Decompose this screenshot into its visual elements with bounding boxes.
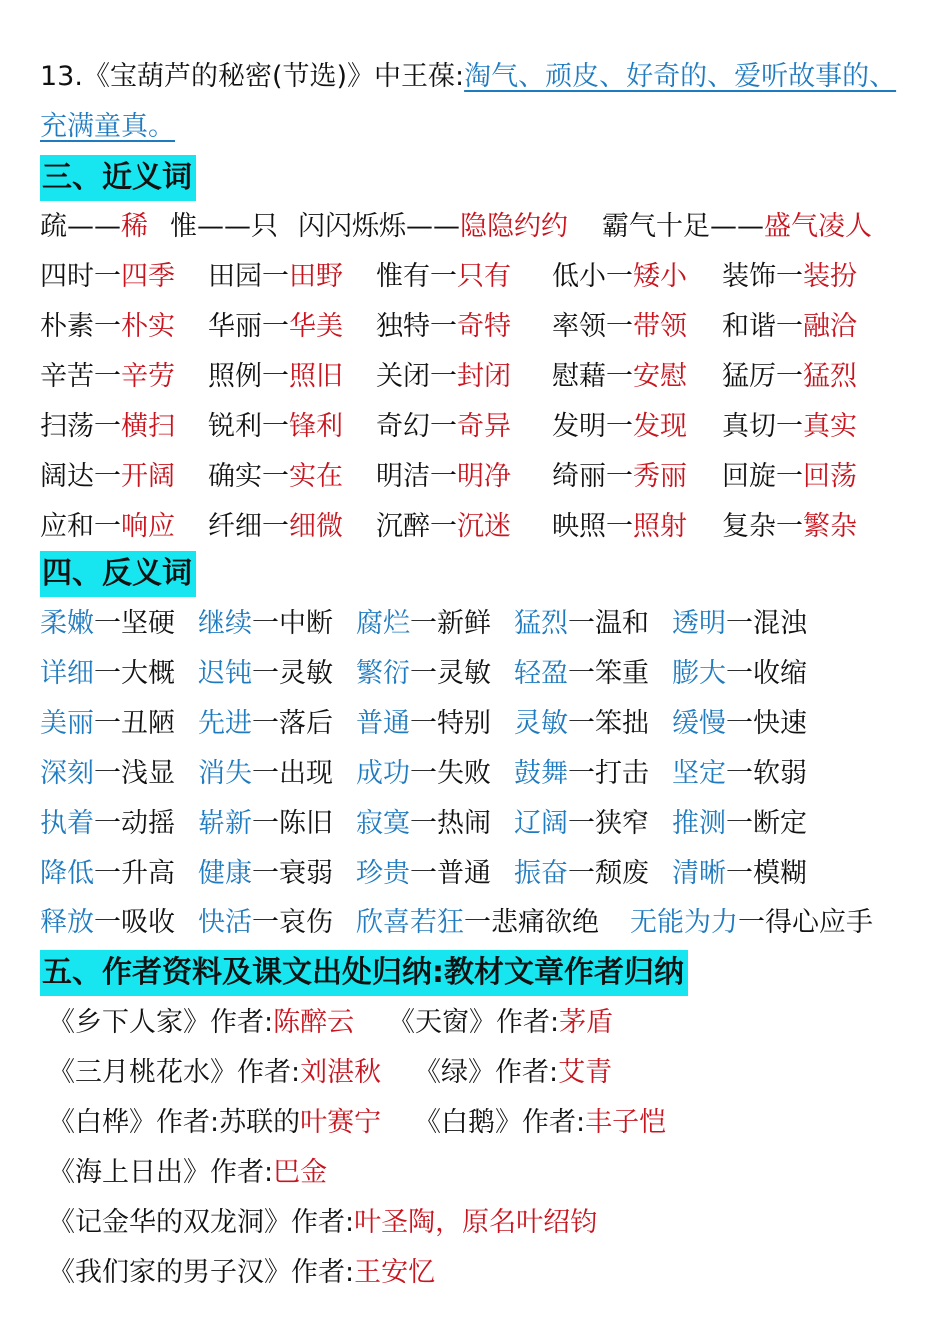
antonym-pair [40,857,175,891]
synonym-answer: 照射 [633,511,687,542]
synonym-word: 朴素一 [40,311,121,342]
antonym-answer: 一得心应手 [738,907,873,938]
antonym-answer: 一衰弱 [252,858,333,889]
synonym-answer: 猛烈 [803,361,857,392]
author-entry [414,1056,612,1090]
synonym-pair [40,460,175,494]
synonym-answer: 回荡 [803,461,857,492]
synonym-answer: 秀丽 [633,461,687,492]
work-title: 《三月桃花水》作者: [48,1057,301,1088]
author-entry [388,1006,613,1040]
synonym-word: 映照一 [552,511,633,542]
antonym-word: 珍贵 [356,858,410,889]
author-name: 陈醉云 [273,1007,355,1038]
antonym-word: 欣喜若狂 [356,907,464,938]
antonym-word: 猛烈 [514,608,568,639]
author-entry [48,1256,435,1290]
synonym-answer: 盛气凌人 [764,211,872,242]
antonym-word: 先进 [198,708,252,739]
author-name: 王安忆 [354,1257,436,1288]
synonym-word: 阔达一 [40,461,121,492]
antonym-pair [356,757,491,791]
author-name: 茅盾 [559,1007,614,1038]
synonym-pair [722,310,857,344]
antonym-word: 普通 [356,708,410,739]
antonym-pair [514,807,649,841]
antonym-pair [672,657,807,691]
antonym-pair [356,607,491,641]
antonym-pair [630,906,873,940]
synonym-answer: 奇特 [457,311,511,342]
synonym-answer: 朴实 [121,311,175,342]
antonym-word: 繁衍 [356,658,410,689]
antonym-answer: 一打击 [568,758,649,789]
synonym-pair [552,460,687,494]
author-name: 巴金 [273,1157,328,1188]
antonym-pair [514,657,649,691]
antonym-word: 寂寞 [356,808,410,839]
synonym-pair [722,260,857,294]
antonym-answer: 一落后 [252,708,333,739]
synonym-word: 低小一 [552,261,633,292]
synonym-word: 惟有一 [376,261,457,292]
antonym-answer: 一大概 [94,658,175,689]
antonym-pair [198,607,333,641]
synonym-word: 率领一 [552,311,633,342]
antonym-pair [672,807,807,841]
antonym-pair [514,607,649,641]
synonym-pair [208,410,343,444]
antonym-pair [198,807,333,841]
antonym-pair [356,707,491,741]
synonym-answer: 装扮 [803,261,857,292]
synonym-pair [552,360,687,394]
synonym-pair [208,310,343,344]
antonym-answer: 一失败 [410,758,491,789]
synonym-pair [376,360,511,394]
synonym-word: 绮丽一 [552,461,633,492]
antonym-answer: 一软弱 [726,758,807,789]
synonym-word: 慰藉一 [552,361,633,392]
antonym-word: 释放 [40,907,94,938]
antonym-answer: 一颓废 [568,858,649,889]
antonym-answer: 一坚硬 [94,608,175,639]
synonym-answer: 沉迷 [457,511,511,542]
synonym-word: 纤细一 [208,511,289,542]
synonym-pair [552,410,687,444]
antonym-answer: 一断定 [726,808,807,839]
antonym-pair [514,707,649,741]
synonym-pair [722,510,857,544]
antonym-word: 健康 [198,858,252,889]
synonym-word: 照例一 [208,361,289,392]
antonym-pair [198,757,333,791]
synonym-word: 复杂一 [722,511,803,542]
author-name: 丰子恺 [585,1107,667,1138]
work-title: 《乡下人家》作者: [48,1007,274,1038]
antonym-word: 腐烂 [356,608,410,639]
section-heading-antonyms: 四、反义词 [40,551,196,597]
antonym-word: 无能为力 [630,907,738,938]
synonym-answer: 明净 [457,461,511,492]
synonym-word: 猛厉一 [722,361,803,392]
antonym-pair [356,857,491,891]
work-title: 《记金华的双龙洞》作者: [48,1207,355,1238]
author-entry [48,1106,381,1140]
antonym-pair [40,807,175,841]
work-title: 《白桦》作者:苏联的 [48,1107,301,1138]
antonym-answer: 一灵敏 [252,658,333,689]
work-title: 《天窗》作者: [388,1007,560,1038]
synonym-word: 辛苦一 [40,361,121,392]
author-name: 叶赛宁 [300,1107,382,1138]
synonym-pair [552,510,687,544]
author-name: 刘湛秋 [300,1057,382,1088]
antonym-pair [672,607,807,641]
synonym-word: 发明一 [552,411,633,442]
synonym-answer: 横扫 [121,411,175,442]
synonym-word: 独特一 [376,311,457,342]
antonym-word: 膨大 [672,658,726,689]
antonym-word: 消失 [198,758,252,789]
intro-line-2 [40,110,175,144]
synonym-word: 真切一 [722,411,803,442]
synonym-word: 华丽一 [208,311,289,342]
synonym-answer: 发现 [633,411,687,442]
synonym-pair [722,360,857,394]
synonym-word: 四时一 [40,261,121,292]
synonym-word: 确实一 [208,461,289,492]
synonym-word: 锐利一 [208,411,289,442]
antonym-pair [672,707,807,741]
synonym-pair [40,410,175,444]
author-name: 艾青 [558,1057,613,1088]
synonym-pair [602,210,872,244]
antonym-word: 执着 [40,808,94,839]
intro-prefix: 13.《宝葫芦的秘密(节选)》中王葆: [40,61,465,92]
antonym-answer: 一出现 [252,758,333,789]
antonym-word: 降低 [40,858,94,889]
synonym-pair [376,510,511,544]
synonym-answer: 辛劳 [121,361,175,392]
antonym-pair [40,607,175,641]
synonym-pair [552,260,687,294]
synonym-pair [40,510,175,544]
antonym-pair [672,857,807,891]
synonym-word: 装饰一 [722,261,803,292]
antonym-word: 成功 [356,758,410,789]
synonym-word: 应和一 [40,511,121,542]
section-heading-synonyms: 三、近义词 [40,155,196,201]
antonym-word: 缓慢 [672,708,726,739]
synonym-answer: 封闭 [457,361,511,392]
antonym-answer: 一热闹 [410,808,491,839]
synonym-answer: 响应 [121,511,175,542]
antonym-answer: 一陈旧 [252,808,333,839]
antonym-pair [514,757,649,791]
synonym-word: 和谐一 [722,311,803,342]
antonym-word: 鼓舞 [514,758,568,789]
antonym-word: 详细 [40,658,94,689]
antonym-answer: 一混浊 [726,608,807,639]
antonym-pair [356,906,599,940]
antonym-word: 轻盈 [514,658,568,689]
synonym-word: 明洁一 [376,461,457,492]
synonym-answer: 华美 [289,311,343,342]
synonym-word: 关闭一 [376,361,457,392]
antonym-word: 清晰 [672,858,726,889]
synonym-pair [40,310,175,344]
work-title: 《绿》作者: [414,1057,559,1088]
synonym-pair [40,210,148,244]
antonym-word: 坚定 [672,758,726,789]
antonym-answer: 一收缩 [726,658,807,689]
antonym-word: 灵敏 [514,708,568,739]
section-heading-authors: 五、作者资料及课文出处归纳:教材文章作者归纳 [40,950,688,996]
antonym-answer: 一笨重 [568,658,649,689]
synonym-pair [208,510,343,544]
synonym-word: 疏—— [40,211,121,242]
antonym-answer: 一升高 [94,858,175,889]
synonym-pair [376,410,511,444]
synonym-word: 霸气十足—— [602,211,764,242]
synonym-pair [376,310,511,344]
synonym-pair [40,260,175,294]
antonym-word: 迟钝 [198,658,252,689]
synonym-word: 田园一 [208,261,289,292]
intro-answer-2: 充满童真。 [40,111,175,142]
antonym-answer: 一浅显 [94,758,175,789]
antonym-word: 美丽 [40,708,94,739]
synonym-pair [376,260,511,294]
author-entry [48,1206,597,1240]
antonym-answer: 一吸收 [94,907,175,938]
author-entry [48,1156,327,1190]
antonym-pair [514,857,649,891]
antonym-pair [198,707,333,741]
synonym-answer: 真实 [803,411,857,442]
synonym-pair [722,460,857,494]
antonym-answer: 一动摇 [94,808,175,839]
synonym-answer: 锋利 [289,411,343,442]
synonym-pair [552,310,687,344]
antonym-pair [356,657,491,691]
work-title: 《白鹅》作者: [414,1107,586,1138]
synonym-answer: 安慰 [633,361,687,392]
synonym-answer: 稀 [121,211,148,242]
antonym-answer: 一模糊 [726,858,807,889]
antonym-word: 继续 [198,608,252,639]
antonym-answer: 一狭窄 [568,808,649,839]
antonym-answer: 一普通 [410,858,491,889]
antonym-word: 推测 [672,808,726,839]
synonym-word: 惟——只 [170,211,278,242]
antonym-answer: 一丑陋 [94,708,175,739]
antonym-answer: 一灵敏 [410,658,491,689]
synonym-word: 闪闪烁烁—— [298,211,460,242]
antonym-pair [40,657,175,691]
antonym-word: 深刻 [40,758,94,789]
antonym-pair [40,707,175,741]
antonym-answer: 一笨拙 [568,708,649,739]
antonym-pair [198,657,333,691]
author-entry [414,1106,666,1140]
work-title: 《我们家的男子汉》作者: [48,1257,355,1288]
synonym-pair [298,210,568,244]
antonym-pair [40,906,175,940]
antonym-answer: 一中断 [252,608,333,639]
antonym-answer: 一哀伤 [252,907,333,938]
synonym-answer: 田野 [289,261,343,292]
synonym-word: 扫荡一 [40,411,121,442]
synonym-pair [208,460,343,494]
synonym-pair [208,360,343,394]
synonym-pair [208,260,343,294]
antonym-answer: 一新鲜 [410,608,491,639]
antonym-pair [198,906,333,940]
synonym-word: 沉醉一 [376,511,457,542]
author-entry [48,1056,381,1090]
synonym-pair [170,210,278,244]
synonym-answer: 开阔 [121,461,175,492]
synonym-word: 奇幻一 [376,411,457,442]
synonym-answer: 融洽 [803,311,857,342]
antonym-pair [40,757,175,791]
antonym-answer: 一悲痛欲绝 [464,907,599,938]
intro-line-1 [40,60,896,94]
synonym-answer: 带领 [633,311,687,342]
synonym-pair [40,360,175,394]
synonym-answer: 隐隐约约 [460,211,568,242]
synonym-answer: 矮小 [633,261,687,292]
author-name: 叶圣陶，原名叶绍钧 [354,1207,598,1238]
antonym-word: 快活 [198,907,252,938]
author-entry [48,1006,354,1040]
synonym-answer: 照旧 [289,361,343,392]
synonym-answer: 实在 [289,461,343,492]
antonym-word: 振奋 [514,858,568,889]
antonym-pair [356,807,491,841]
synonym-pair [722,410,857,444]
synonym-answer: 细微 [289,511,343,542]
antonym-pair [198,857,333,891]
work-title: 《海上日出》作者: [48,1157,274,1188]
synonym-answer: 四季 [121,261,175,292]
synonym-word: 回旋一 [722,461,803,492]
antonym-word: 透明 [672,608,726,639]
antonym-word: 柔嫩 [40,608,94,639]
synonym-pair [376,460,511,494]
antonym-word: 辽阔 [514,808,568,839]
intro-answer-1: 淘气、顽皮、好奇的、爱听故事的、 [464,61,897,92]
synonym-answer: 只有 [457,261,511,292]
antonym-answer: 一快速 [726,708,807,739]
synonym-answer: 奇异 [457,411,511,442]
antonym-answer: 一温和 [568,608,649,639]
antonym-pair [672,757,807,791]
antonym-word: 崭新 [198,808,252,839]
synonym-answer: 繁杂 [803,511,857,542]
antonym-answer: 一特别 [410,708,491,739]
